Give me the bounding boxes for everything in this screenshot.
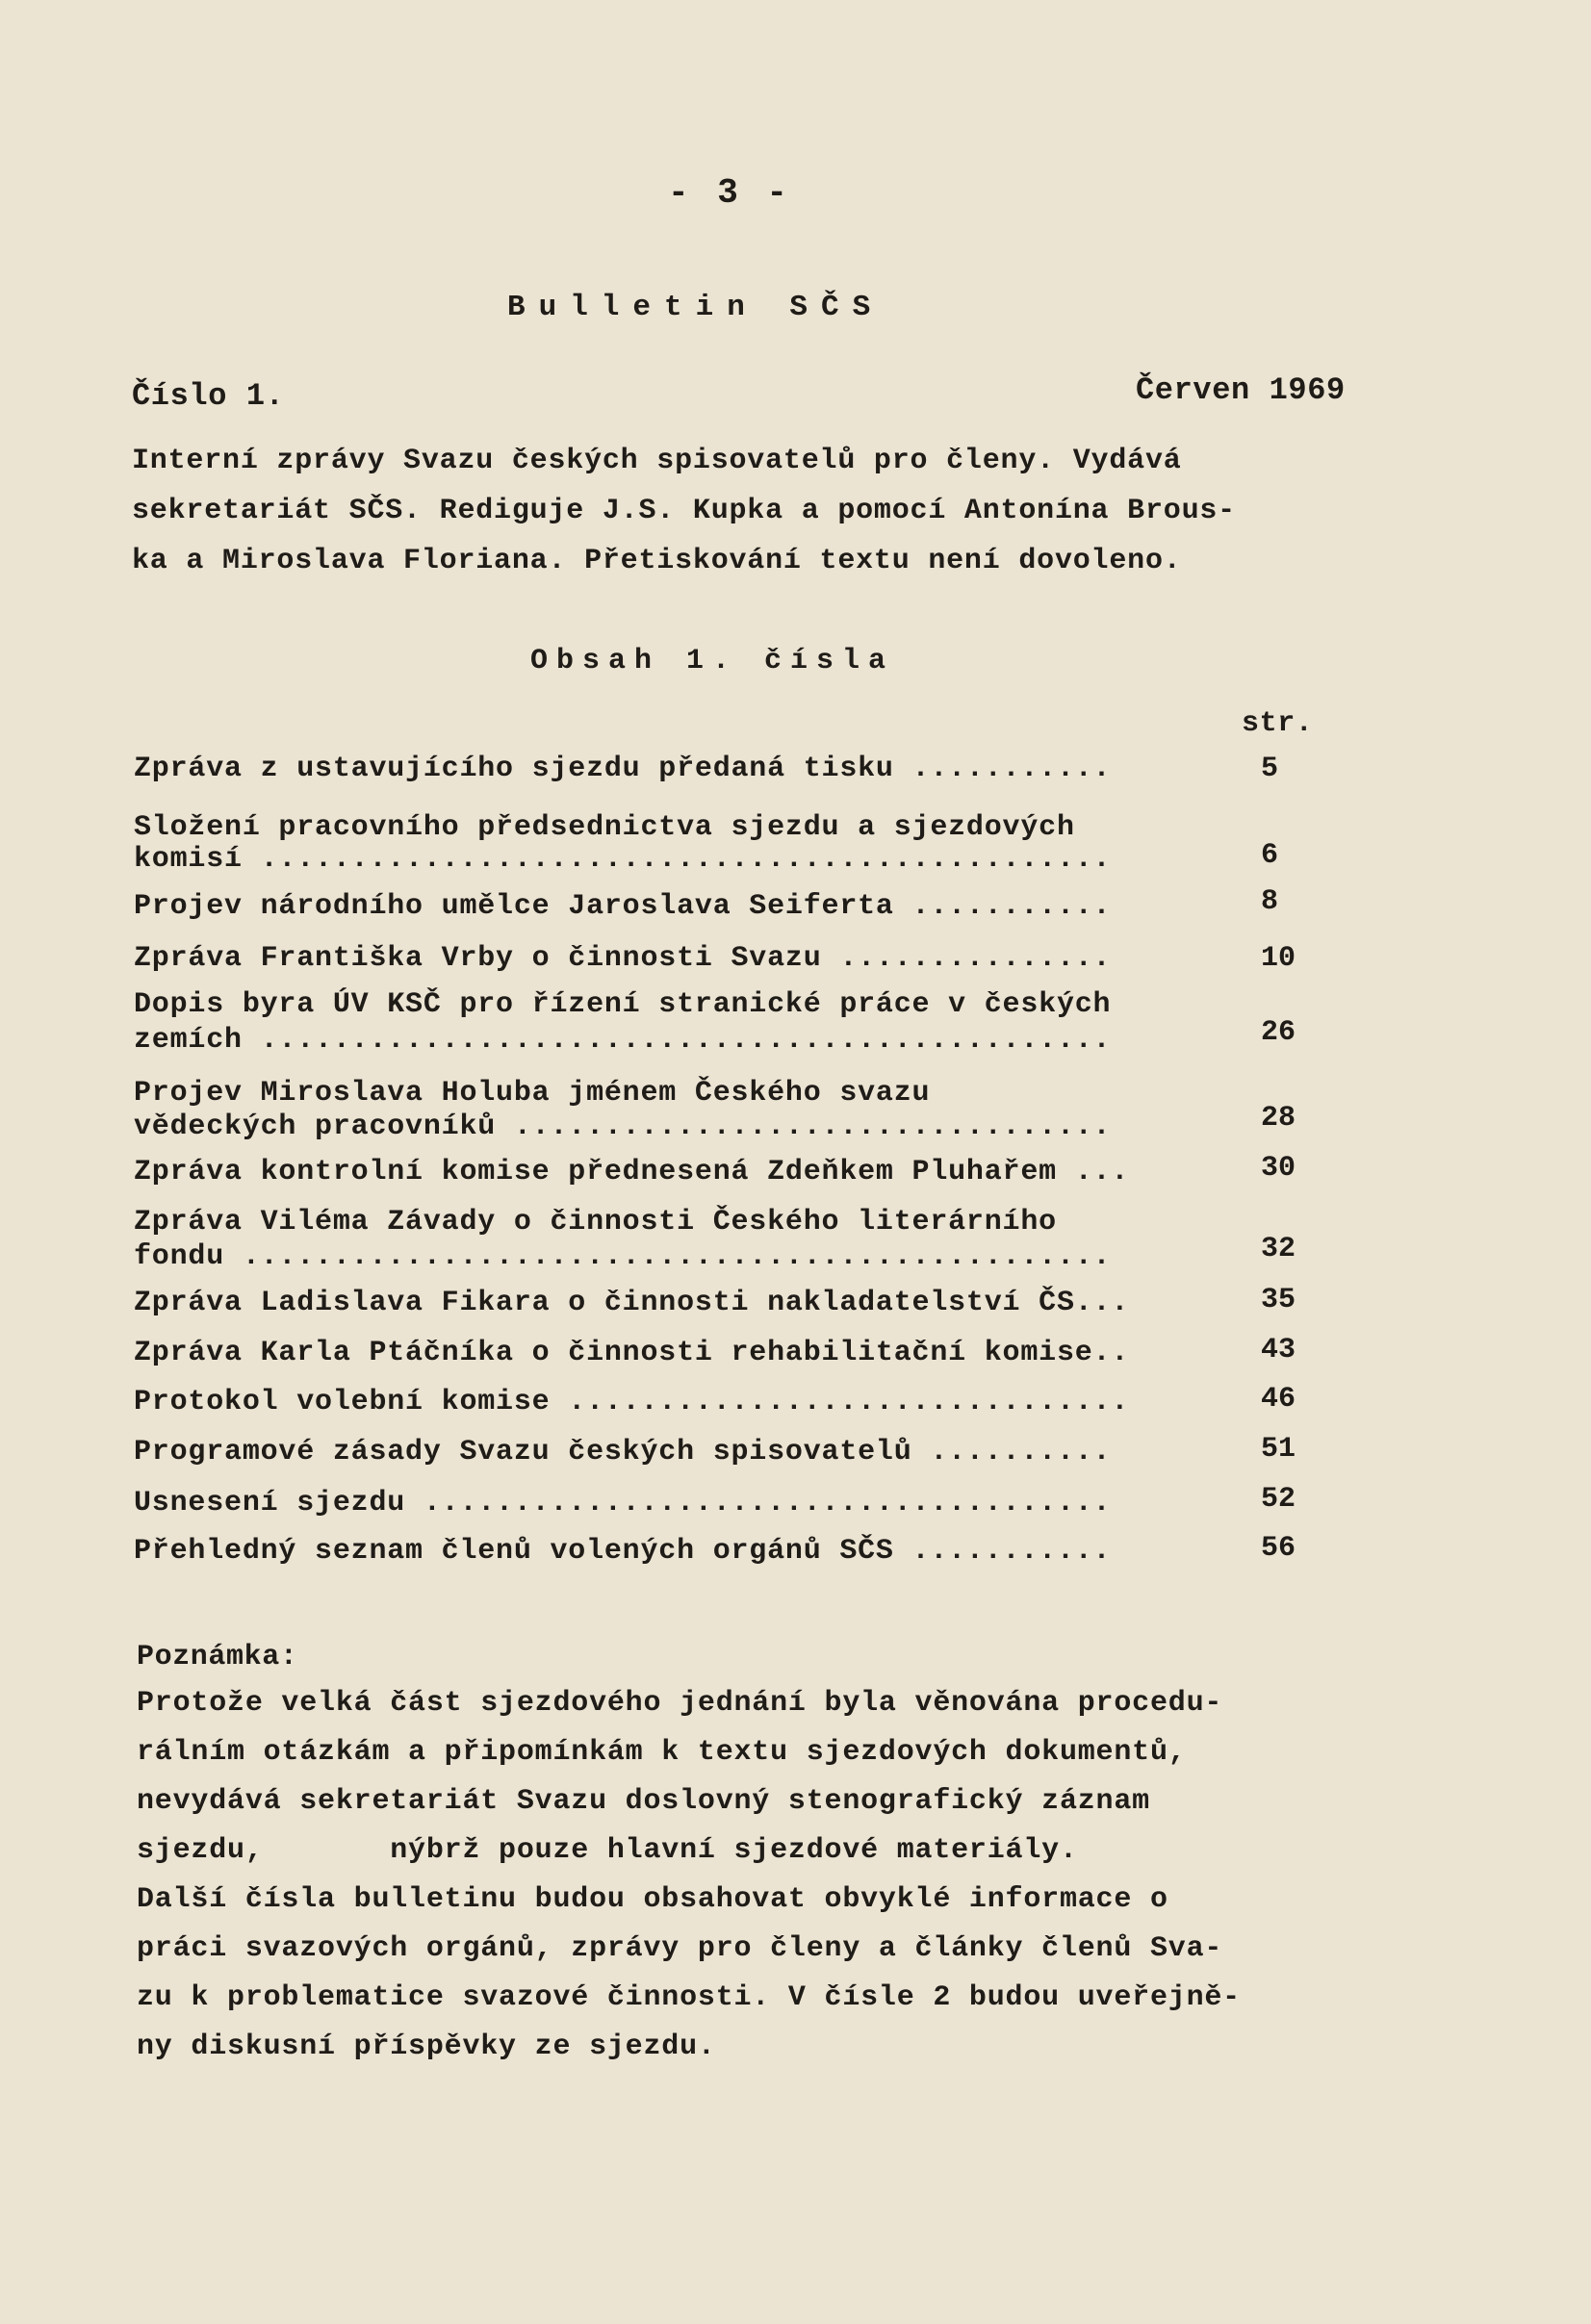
note-line: ny diskusní příspěvky ze sjezdu. bbox=[137, 2030, 716, 2063]
toc-entry-line: Zpráva Ladislava Fikara o činnosti nakladatelství ČS... bbox=[134, 1287, 1130, 1319]
note-paragraph bbox=[137, 1679, 1388, 2072]
toc-page-number: 5 bbox=[1261, 753, 1279, 785]
toc-page-number: 43 bbox=[1261, 1334, 1296, 1366]
note-line: nevydává sekretariát Svazu doslovný stenografický záznam bbox=[137, 1785, 1150, 1818]
toc-entry-line: Složení pracovního předsednictva sjezdu a sjezdových bbox=[134, 811, 1075, 844]
toc-entry-line: Zpráva Viléma Závady o činnosti Českého literárního bbox=[134, 1206, 1057, 1239]
issue-date: Červen 1969 bbox=[1136, 372, 1346, 408]
intro-line: sekretariát SČS. Rediguje J.S. Kupka a pomocí Antonína Brous- bbox=[132, 495, 1236, 527]
note-line: Další čísla bulletinu budou obsahovat obvyklé informace o bbox=[137, 1883, 1168, 1916]
toc-entry-line: Programové zásady Svazu českých spisovatelů .......... bbox=[134, 1436, 1112, 1468]
toc-entry-line: Přehledný seznam členů volených orgánů SČS ........... bbox=[134, 1535, 1112, 1568]
note-line: zu k problematice svazové činnosti. V čísle 2 budou uveřejně- bbox=[137, 1981, 1241, 2014]
toc-entry-line: Usnesení sjezdu ...................................... bbox=[134, 1487, 1112, 1520]
toc-page-number: 32 bbox=[1261, 1233, 1296, 1265]
page-column-label: str. bbox=[1242, 707, 1314, 740]
note-line: rálním otázkám a připomínkám k textu sjezdových dokumentů, bbox=[137, 1736, 1187, 1769]
issue-number: Číslo 1. bbox=[132, 378, 285, 414]
intro-line: Interní zprávy Svazu českých spisovatelů pro členy. Vydává bbox=[132, 445, 1182, 477]
page-number: - 3 - bbox=[668, 173, 792, 213]
toc-page-number: 35 bbox=[1261, 1284, 1296, 1316]
intro-paragraph bbox=[132, 436, 1364, 586]
toc-entry-line: Dopis byra ÚV KSČ pro řízení stranické práce v českých bbox=[134, 988, 1112, 1021]
toc-page-number: 26 bbox=[1261, 1016, 1296, 1049]
toc-entry-line: Projev Miroslava Holuba jménem Českého svazu bbox=[134, 1077, 931, 1110]
toc-entry-line: vědeckých pracovníků ................................. bbox=[134, 1111, 1112, 1143]
toc-page-number: 52 bbox=[1261, 1483, 1296, 1516]
note-line: Protože velká část sjezdového jednání byla věnována procedu- bbox=[137, 1687, 1223, 1720]
toc-page-number: 46 bbox=[1261, 1383, 1296, 1416]
toc-entry-line: Zpráva kontrolní komise přednesená Zdeňkem Pluhařem ... bbox=[134, 1156, 1130, 1188]
toc-entry-line: Projev národního umělce Jaroslava Seiferta ........... bbox=[134, 890, 1112, 923]
toc-page-number: 56 bbox=[1261, 1532, 1296, 1565]
toc-page-number: 51 bbox=[1261, 1433, 1296, 1466]
toc-page-number: 30 bbox=[1261, 1152, 1296, 1185]
toc-entry-line: fondu ................................................ bbox=[134, 1240, 1112, 1273]
toc-page-number: 28 bbox=[1261, 1102, 1296, 1135]
intro-line: ka a Miroslava Floriana. Přetiskování textu není dovoleno. bbox=[132, 545, 1182, 577]
toc-page-number: 6 bbox=[1261, 839, 1279, 872]
note-line: sjezdu, nýbrž pouze hlavní sjezdové materiály. bbox=[137, 1834, 1078, 1867]
toc-entry-line: Zpráva z ustavujícího sjezdu předaná tisku ........... bbox=[134, 753, 1112, 785]
contents-heading: Obsah 1. čísla bbox=[530, 645, 895, 677]
toc-entry-line: komisí ............................................... bbox=[134, 843, 1112, 876]
toc-entry-line: zemích ............................................... bbox=[134, 1024, 1112, 1057]
toc-entry-line: Protokol volební komise ............................... bbox=[134, 1386, 1130, 1418]
bulletin-title: Bulletin SČS bbox=[507, 291, 885, 324]
note-title: Poznámka: bbox=[137, 1641, 298, 1673]
toc-entry-line: Zpráva Karla Ptáčníka o činnosti rehabilitační komise.. bbox=[134, 1337, 1130, 1369]
toc-page-number: 10 bbox=[1261, 942, 1296, 975]
toc-entry-line: Zpráva Františka Vrby o činnosti Svazu ............... bbox=[134, 942, 1112, 975]
note-line: práci svazových orgánů, zprávy pro členy a články členů Sva- bbox=[137, 1932, 1223, 1965]
toc-page-number: 8 bbox=[1261, 885, 1279, 918]
